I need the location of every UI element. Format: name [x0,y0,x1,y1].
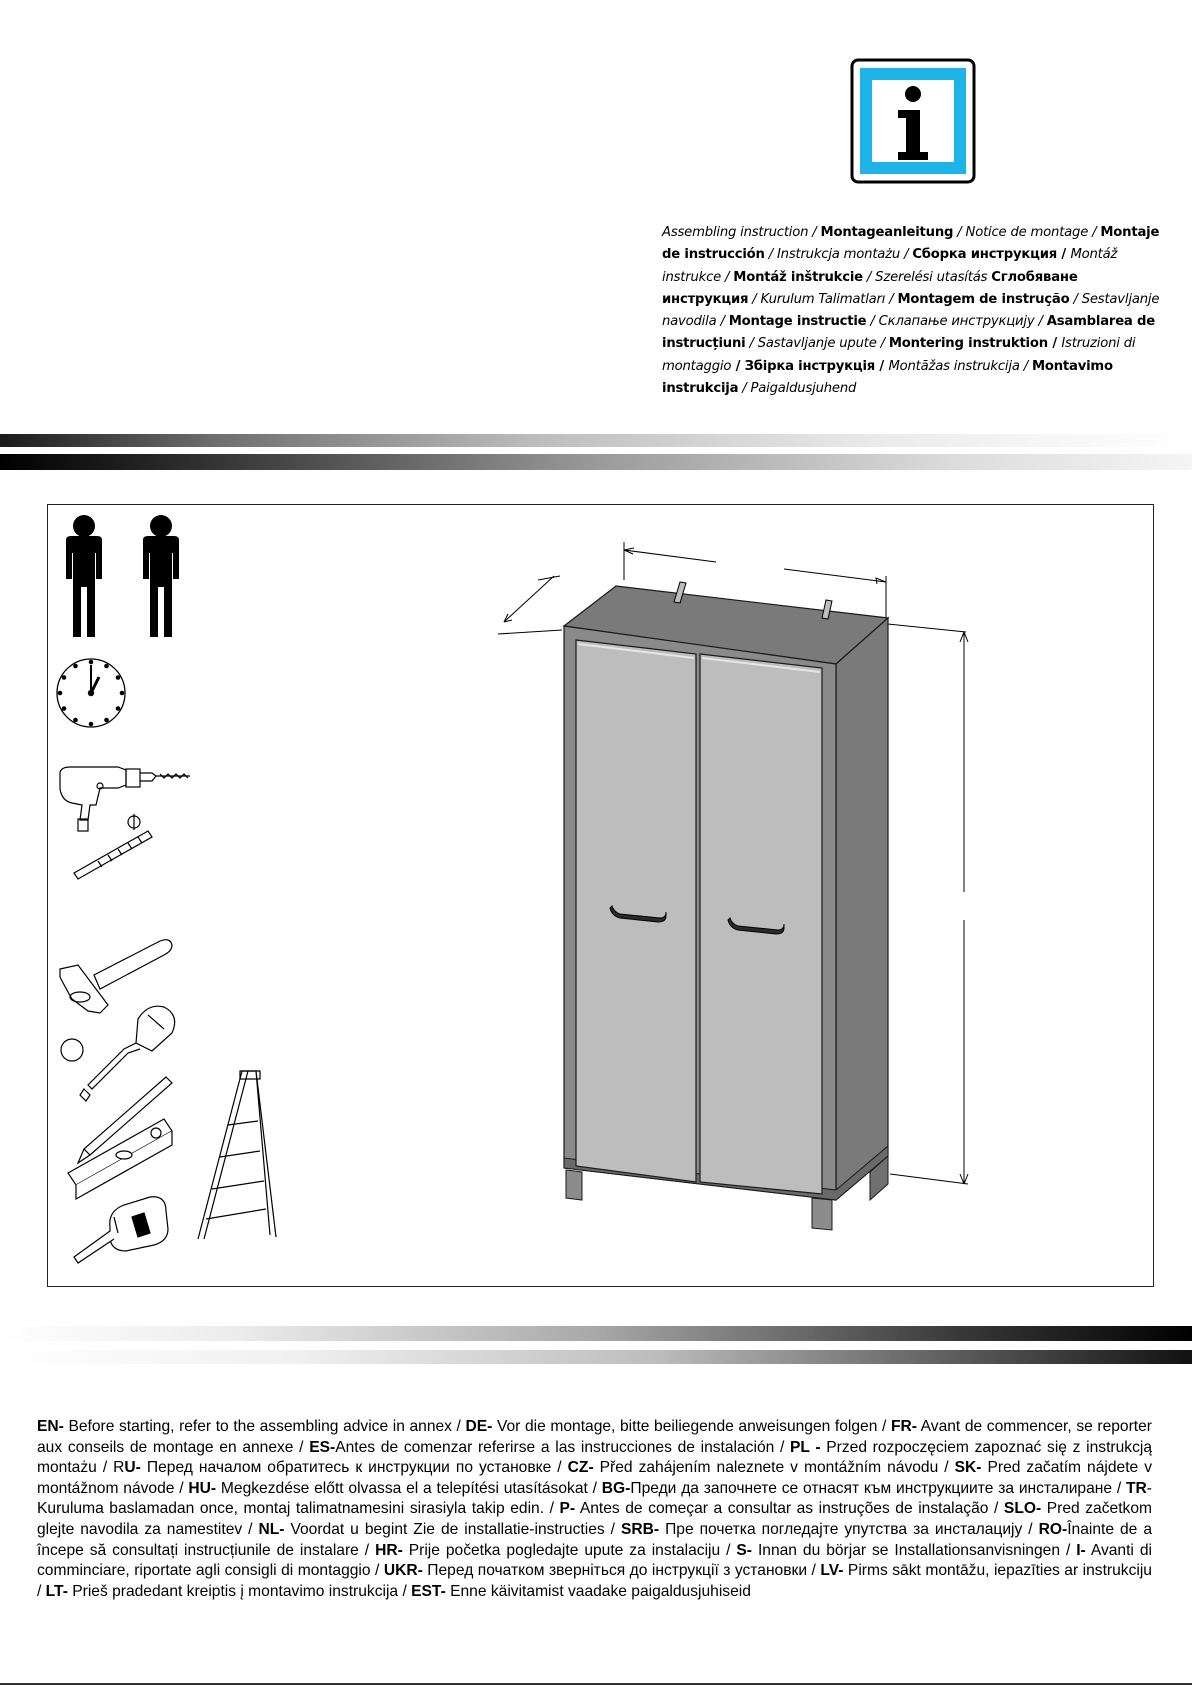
dimension-depth [498,576,562,634]
wardrobe-leg [812,1198,832,1230]
language-advice: - Kuruluma baslamadan once, montaj talimatnamesini sirasiyla takip edin. / [37,1479,1152,1518]
header-gradient-band-top [0,434,1192,447]
language-code: NL- [258,1520,285,1538]
language-advice: Przed rozpoczęciem zapoznać się z instrukcją montażu / R [37,1438,1153,1477]
language-advice: Avant de commencer, se reporter aux conseils de montage en annexe / [37,1418,1152,1456]
title-segment: / [1069,291,1082,307]
title-segment: Asamblarea de instrucțiuni [662,314,1156,352]
title-segment: / [738,381,751,397]
language-code: SLO- [1003,1500,1042,1518]
title-segment: / [1057,247,1071,263]
language-advice: Antes de começar a consultar as instruções de instalação / [575,1500,1004,1518]
language-advice: Перед початком зверніться до інструкції з установки / [422,1562,821,1580]
title-segment: Montāžas instrukcija [888,358,1020,374]
language-code: ES- [309,1438,336,1456]
language-advice: Pred začetkom glejte navodila za namestitev / [37,1500,1152,1538]
wardrobe-illustration [490,540,1010,1250]
language-advice: Před zahájením naleznete v montážním návodu / [593,1459,955,1477]
title-segment: Instrukcja montażu [776,247,901,263]
title-segment: / [1034,314,1047,330]
language-advice: Prije početka pogledajte upute za instalaciju / [402,1541,737,1559]
title-segment: / [748,291,761,307]
language-advice: Avanti di comminciare, riportate agli consigli di montaggio / [37,1541,1152,1580]
title-segment: Notice de montage [965,225,1089,240]
language-code: SRB- [620,1520,660,1538]
footer-gradient-band-bottom [0,1350,1192,1364]
tape-measure-icon [74,1197,168,1263]
drill-icon [60,767,190,831]
language-code: EST- [411,1582,446,1600]
title-segment: / [716,314,729,330]
title-segment: Montavimo instrukcija [662,358,1113,397]
language-advice: Antes de comenzar referirse a las instrucciones de instalación / [335,1438,791,1456]
info-icon [850,58,976,184]
language-code: P- [559,1500,576,1518]
language-advice: Vor die montage, bitte beiliegende anweisungen folgen / [492,1418,891,1435]
title-segment: / [1047,336,1062,352]
language-code: HU- [188,1479,217,1497]
title-segment: Сборка инструкция [912,247,1058,263]
language-advice: Пре почетка погледајте упутства за инсталацију / [659,1520,1039,1538]
title-segment: Montáž inštrukcie [733,269,863,285]
language-advice: Before starting, refer to the assembling advice in annex / [63,1418,466,1435]
language-code: FR- [890,1418,917,1435]
requirements-column [48,505,308,1285]
title-segment: Montagem de instrução [897,291,1070,307]
title-segment: / [1019,358,1032,374]
language-code: UKR- [383,1562,423,1580]
title-segment: Sestavljanje navodila [662,291,1160,330]
drill-bit-icon [74,814,152,879]
title-segment: / [953,225,966,240]
title-segment: Склапање инструкцију [878,314,1035,330]
header-gradient-band-bottom [0,454,1192,470]
title-segment: / [866,314,879,330]
language-code: SK- [954,1459,982,1477]
title-segment: / [764,247,777,263]
language-code: I- [1076,1541,1086,1559]
title-segment: / [721,269,734,285]
multilingual-title [662,222,1162,400]
language-code: CZ- [567,1459,594,1477]
language-advice: Înainte de a începe să consultați instrucțiunile de instalare / [37,1520,1153,1559]
language-code: BG- [601,1479,631,1497]
language-code: HR- [375,1541,403,1559]
title-segment: Montageanleitung [820,225,954,240]
screwdriver-icon [61,1006,175,1101]
language-advice: Преди да започнете се отнасят към инструкциите за инсталиране / [630,1479,1126,1497]
title-segment: Montaje de instrucción [662,225,1160,263]
title-segment: / [808,225,821,240]
language-code: RO- [1038,1520,1068,1538]
title-segment: Sastavljanje upute [757,336,877,352]
language-code: TR [1125,1479,1147,1497]
dimension-height [888,624,968,1184]
language-code: DE- [465,1418,493,1435]
wardrobe-side [836,618,888,1200]
title-segment: / [900,247,913,263]
title-segment: Montage instructie [728,314,867,330]
title-segment: Szerelési utasítás [875,269,988,285]
title-segment: / [862,269,876,285]
person-icon [66,515,102,637]
language-code: U- [124,1459,141,1477]
title-segment: Сглобяване инструкция [662,269,1078,307]
title-segment: Istruzioni di montaggio [662,336,1136,374]
wardrobe-leg [566,1170,582,1200]
title-segment: Paigaldusjuhend [750,381,857,397]
multilingual-advice [37,1417,1152,1602]
title-segment: Assembling instruction [662,225,809,240]
title-segment: / [731,358,745,374]
title-segment: Montering instruktion [888,336,1048,352]
title-segment: Збірка інструкція [744,358,876,374]
title-segment: / [876,336,889,352]
title-segment: / [875,358,889,374]
wardrobe-door-left[interactable] [576,640,696,1182]
language-advice: Pred začatím nájdete v montážnom návode / [37,1459,1152,1497]
language-code: S- [736,1541,752,1559]
language-advice: Innan du börjar se Installationsanvisningen / [752,1541,1077,1559]
language-advice: Prieš pradedant kreiptis į montavimo instrukcija / [67,1582,412,1600]
language-code: EN- [37,1418,64,1435]
language-code: LT- [45,1582,68,1600]
language-code: PL - [790,1438,821,1456]
wardrobe-door-right[interactable] [700,654,822,1194]
title-segment: Kurulum Talimatları [760,291,886,307]
title-segment: / [1088,225,1101,240]
language-advice: Перед началом обратитесь к инструкции по установке / [140,1459,568,1477]
title-segment: / [885,291,898,307]
language-advice: Enne käivitamist vaadake paigaldusjuhiseid [445,1582,751,1600]
person-icon [143,515,179,637]
title-segment: Montáž instrukce [662,247,1118,285]
language-advice: Pirms sākt montāžu, iepazīties ar instrukciju / [37,1562,1152,1600]
hammer-icon [60,940,172,1013]
footer-gradient-band-top [0,1326,1192,1341]
clock-icon [57,659,125,727]
language-code: LV- [820,1562,844,1580]
step-ladder-icon [198,1071,276,1239]
language-advice: Voordat u begint Zie de installatie-instructies / [284,1520,621,1538]
language-advice: Megkezdése előtt olvassa el a telepítési utasításokat / [216,1479,602,1497]
title-segment: / [745,336,758,352]
